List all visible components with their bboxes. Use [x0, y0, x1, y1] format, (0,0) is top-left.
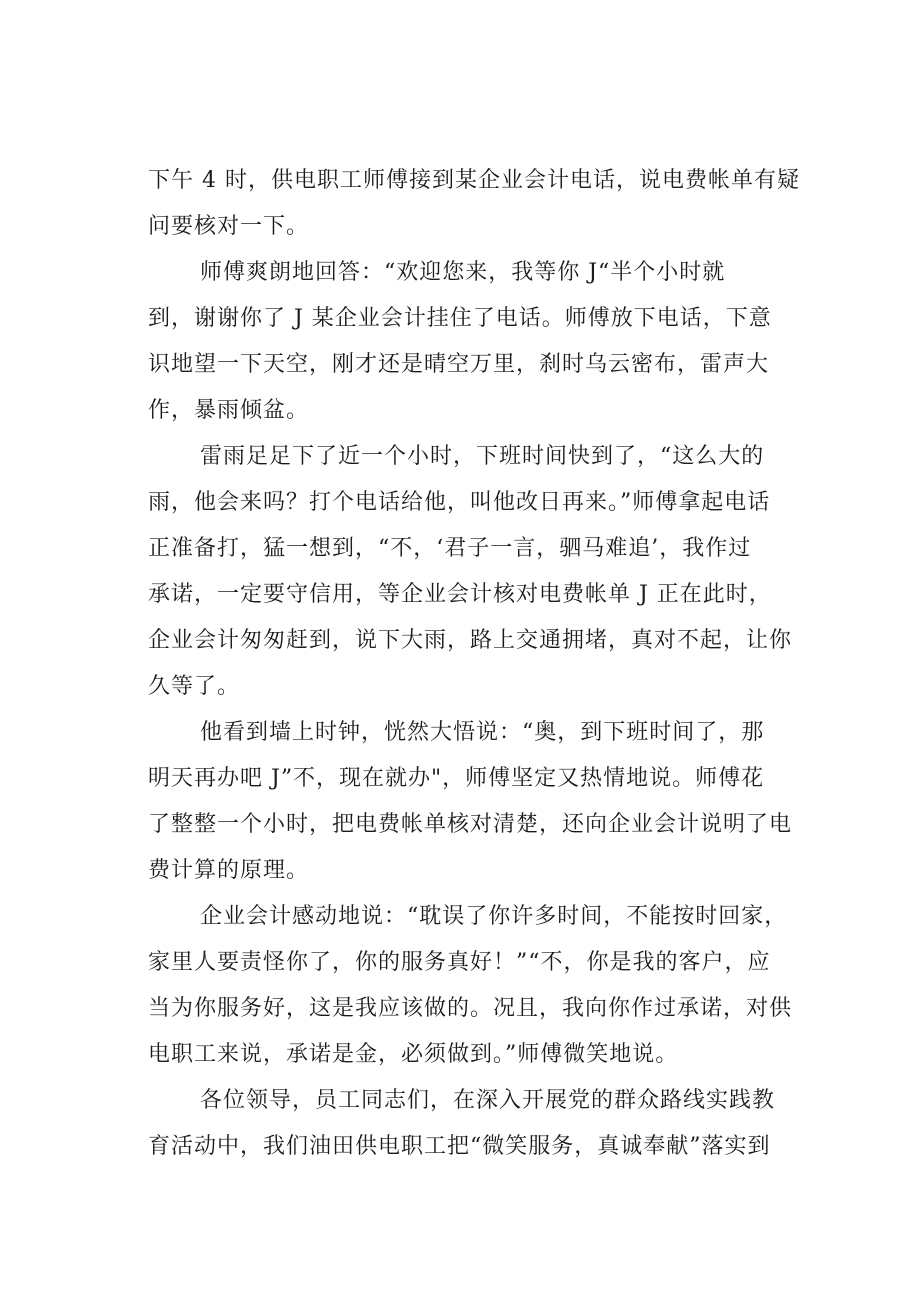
text-line: 承诺，一定要守信用，等企业会计核对电费帐单 J 正在此时，: [148, 582, 772, 607]
paragraph: [148, 710, 798, 894]
text-line: 明天再办吧 J”不，现在就办"，师傅坚定又热情地说。师傅花: [148, 766, 765, 791]
text-line: 下午 4 时，供电职工师傅接到某企业会计电话，说电费帐单有疑: [148, 168, 800, 193]
paragraph: [148, 1078, 798, 1170]
text-line: 了整整一个小时，把电费帐单核对清楚，还向企业会计说明了电: [148, 812, 793, 837]
text-line: 正准备打，猛一想到，“不，‘君子一言，驷马难追’，我作过: [148, 536, 752, 561]
paragraph: [148, 434, 798, 710]
text-line: 家里人要责怪你了，你的服务真好！”“不，你是我的客户，应: [148, 950, 771, 975]
paragraph: [148, 250, 798, 434]
text-line: 各位领导，员工同志们，在深入开展党的群众路线实践教: [200, 1088, 776, 1113]
text-line: 电职工来说，承诺是金，必须做到。”师傅微笑地说。: [148, 1042, 679, 1067]
text-line: 雨，他会来吗？打个电话给他，叫他改日再来。”师傅拿起电话: [148, 490, 771, 515]
document-body: [148, 158, 798, 1170]
text-line: 育活动中，我们油田供电职工把“微笑服务，真诚奉献”落实到: [148, 1134, 771, 1159]
text-line: 企业会计感动地说：“耽误了你许多时间，不能按时回家，: [200, 904, 788, 929]
text-line: 雷雨足足下了近一个小时，下班时间快到了，“这么大的: [200, 444, 765, 469]
text-line: 他看到墙上时钟，恍然大悟说：“奥，到下班时间了，那: [200, 720, 765, 745]
text-line: 到，谢谢你了 J 某企业会计挂住了电话。师傅放下电话，下意: [148, 306, 772, 331]
text-line: 师傅爽朗地回答：“欢迎您来，我等你 J“半个小时就: [200, 260, 726, 285]
text-line: 问要核对一下。: [148, 214, 310, 239]
text-line: 久等了。: [148, 674, 241, 699]
text-line: 费计算的原理。: [148, 858, 310, 883]
text-line: 当为你服务好，这是我应该做的。况且，我向你作过承诺，对供: [148, 996, 793, 1021]
text-line: 作，暴雨倾盆。: [148, 398, 310, 423]
text-line: 企业会计匆匆赶到，说下大雨，路上交通拥堵，真对不起，让你: [148, 628, 793, 653]
paragraph: [148, 158, 798, 250]
text-line: 识地望一下天空，刚才还是晴空万里，刹时乌云密布，雷声大: [148, 352, 770, 377]
paragraph: [148, 894, 798, 1078]
